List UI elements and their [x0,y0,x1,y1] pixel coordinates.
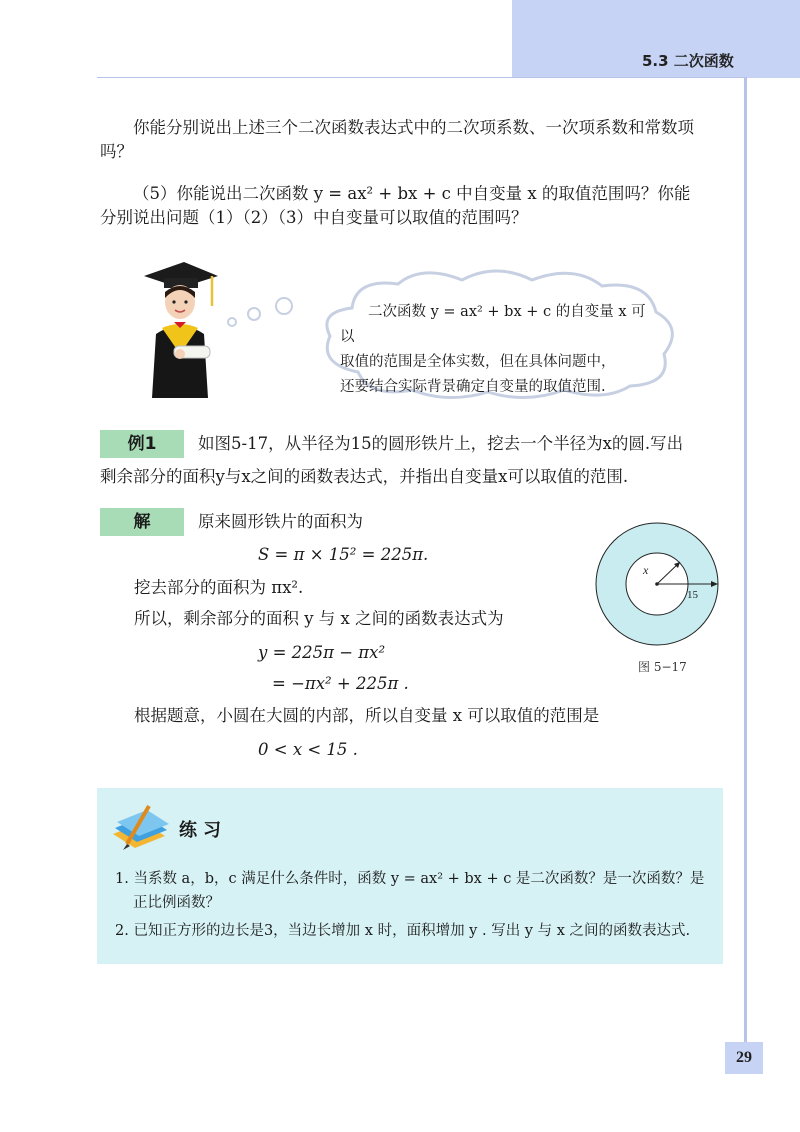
practice-box [97,788,723,964]
section-title: 5.3 二次函数 [642,52,734,70]
solution-line-3: 挖去部分的面积为 πx². [134,578,304,597]
practice-question-1-cont: 正比例函数？ [133,895,220,911]
bubble-line-3: 还要结合实际背景确定自变量的取值范围. [340,379,606,395]
practice-question-1: 1. 当系数 a，b，c 满足什么条件时，函数 y = ax² + bx + c 是二次函数？是一次函数？是 [115,871,705,887]
solution-line-7: 根据题意，小圆在大圆的内部，所以自变量 x 可以取值的范围是 [134,706,600,725]
example-line-1: 如图5-17，从半径为15的圆形铁片上，挖去一个半径为x的圆.写出 [198,434,684,453]
practice-title: 练习 [179,820,227,841]
thought-dots [224,292,314,332]
graduate-student-illustration [134,258,224,398]
books-pencil-icon [109,804,173,852]
solution-line-6: = −πx² + 225π . [272,674,409,693]
bubble-line-2: 取值的范围是全体实数，但在具体问题中， [340,354,616,370]
example-line-2: 剩余部分的面积y与x之间的函数表达式，并指出自变量x可以取值的范围. [100,467,629,486]
page-number: 29 [725,1042,763,1074]
solution-line-2: S = π × 15² = 225π. [258,545,429,564]
practice-question-2: 2. 已知正方形的边长是3，当边长增加 x 时，面积增加 y . 写出 y 与 x 之间的函数表达式. [115,923,691,939]
bubble-line-1: 二次函数 y = ax² + bx + c 的自变量 x 可以 [340,304,646,345]
intro-paragraph-1: 你能分别说出上述三个二次函数表达式中的二次项系数、一次项系数和常数项吗？ [100,118,694,161]
solution-line-8: 0 < x < 15 . [258,740,358,759]
bubble-text [340,300,660,400]
header-tab [512,0,800,78]
figure-label-15: 15 [687,589,698,601]
solution-line-5: y = 225π − πx² [258,643,386,662]
solution-line-1: 原来圆形铁片的面积为 [198,512,363,531]
side-rule [744,78,747,1042]
solution-line-4: 所以，剩余部分的面积 y 与 x 之间的函数表达式为 [134,609,504,628]
concentric-circles-figure [595,512,735,654]
header-rule [97,77,747,78]
solution-label: 解 [100,508,184,536]
intro-paragraph-2: （5）你能说出二次函数 y = ax² + bx + c 中自变量 x 的取值范围吗？你能分别说出问题（1）（2）（3）中自变量可以取值的范围吗？ [100,184,691,227]
figure-caption: 图 5−17 [638,660,687,674]
figure-label-x: x [643,563,649,577]
example-label: 例1 [100,430,184,458]
